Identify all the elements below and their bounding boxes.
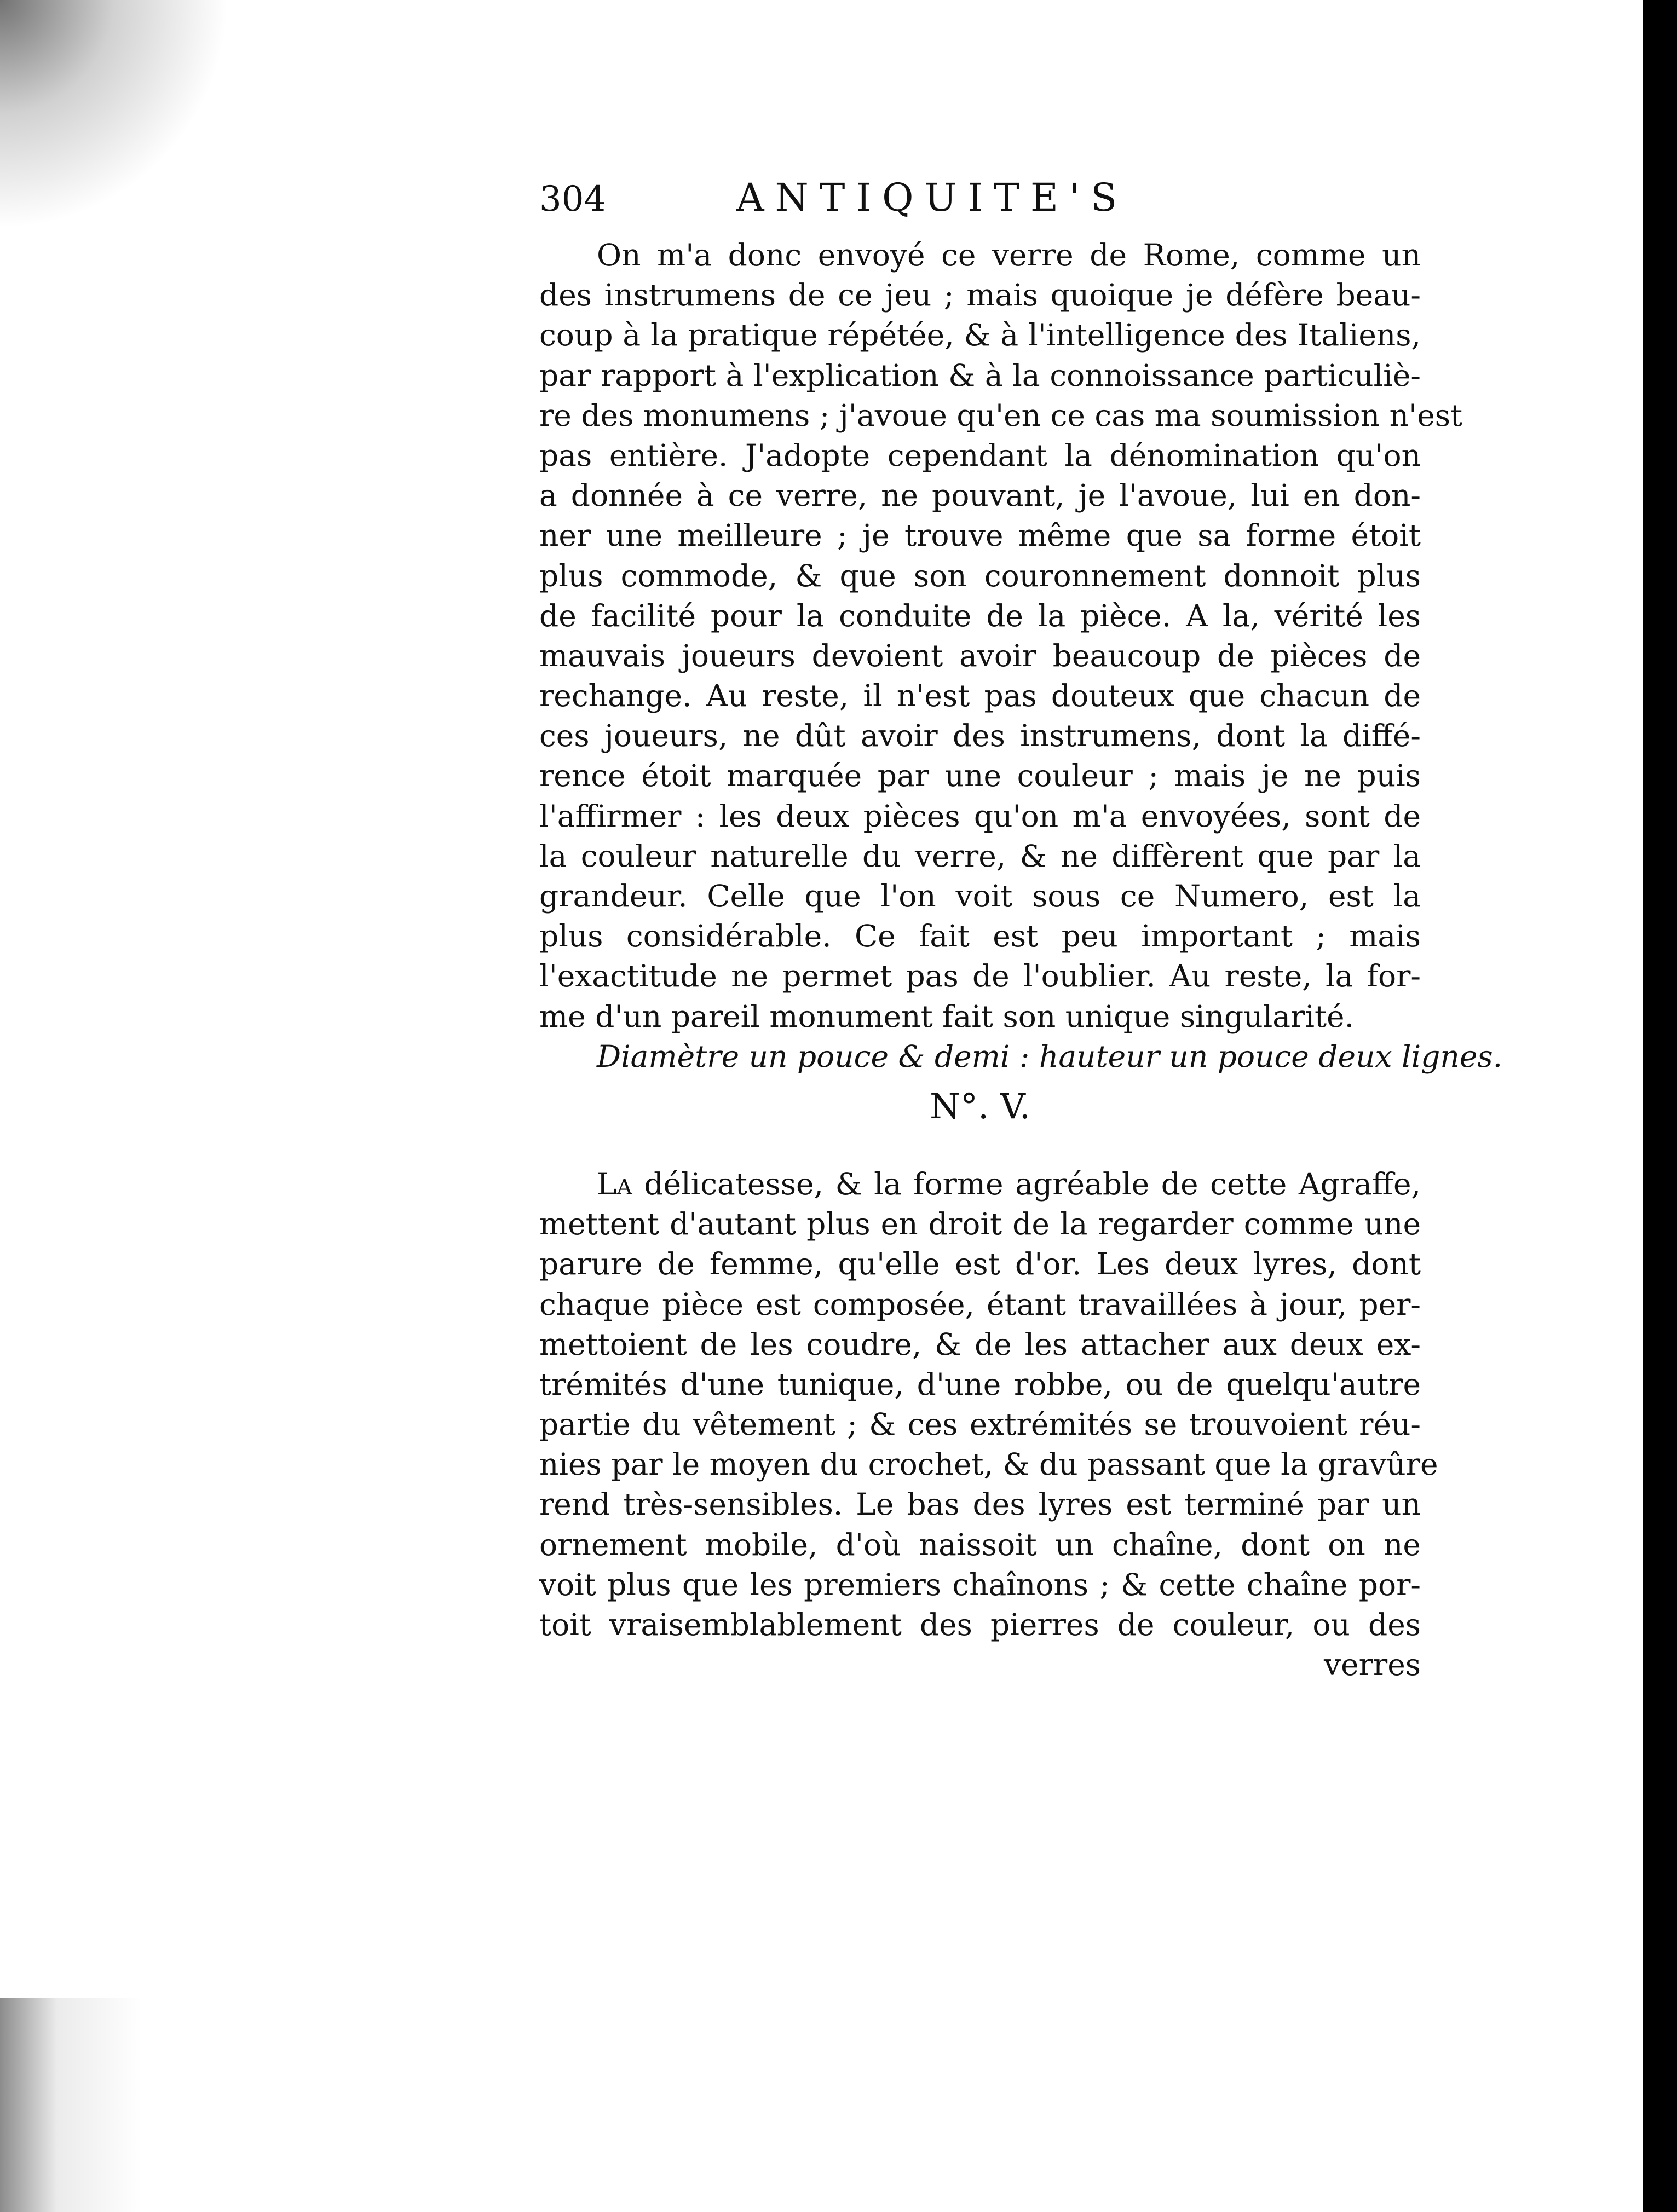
text-line: me d'un pareil monument fait son unique singularité. [539,998,1355,1034]
text-line: coup à la pratique répétée, & à l'intelligence des Italiens, [539,317,1421,353]
text-line: rechange. Au reste, il n'est pas douteux que chacun de [539,678,1421,714]
text-line: trémités d'une tunique, d'une robbe, ou de quelqu'autre [539,1366,1421,1402]
text-line: par rapport à l'explication & à la connoissance particuliè- [539,357,1421,393]
page-header [539,175,1421,224]
text-line: ner une meilleure ; je trouve même que sa forme étoit [539,518,1421,553]
text-line: toit vraisemblablement des pierres de couleur, ou des [539,1607,1421,1642]
text-line: ces joueurs, ne dût avoir des instrumens, dont la diffé- [539,718,1421,754]
text-line: On m'a donc envoyé ce verre de Rome, comme un [597,238,1421,273]
text-line: mettent d'autant plus en droit de la regarder comme une [539,1206,1421,1242]
text-line: parure de femme, qu'elle est d'or. Les deux lyres, dont [539,1246,1421,1282]
running-title: ANTIQUITE'S [736,175,1128,220]
text-line: pas entière. J'adopte cependant la dénomination qu'on [539,437,1421,473]
text-line: plus commode, & que son couronnement donnoit plus [539,558,1421,593]
dimensions-line: Diamètre un pouce & demi : hauteur un pouce deux lignes. [597,1038,1503,1074]
page-number: 304 [539,179,607,220]
text-line: a donnée à ce verre, ne pouvant, je l'avoue, lui en don- [539,478,1421,513]
text-line: nies par le moyen du crochet, & du passant que la gravûre [539,1447,1438,1482]
text-line [539,1164,1421,1204]
text-line: voit plus que les premiers chaînons ; & cette chaîne por- [539,1567,1421,1602]
text-line: des instrumens de ce jeu ; mais quoique je défère beau- [539,278,1421,313]
paragraph-continuation [539,235,1503,1077]
text-line: la couleur naturelle du verre, & ne diffèrent que par la [539,838,1421,874]
paragraph-agraffe [539,1164,1438,1685]
text-line: de facilité pour la conduite de la pièce. A la, vérité les [539,598,1421,633]
initial-word: La [597,1166,632,1202]
first-line-rest: délicatesse, & la forme agréable de cette Agraffe, [632,1166,1421,1202]
text-line: ornement mobile, d'où naissoit un chaîne, dont on ne [539,1527,1421,1562]
text-line: re des monumens ; j'avoue qu'en ce cas ma soumission n'est [539,397,1463,433]
text-line: chaque pièce est composée, étant travaillées à jour, per- [539,1286,1421,1322]
text-line: grandeur. Celle que l'on voit sous ce Numero, est la [539,879,1421,914]
scan-border [1643,0,1677,2212]
catchword: verres [1324,1647,1421,1683]
section-heading: N°. V. [929,1086,1031,1127]
text-line: mauvais joueurs devoient avoir beaucoup de pièces de [539,638,1421,673]
text-line: rence étoit marquée par une couleur ; mais je ne puis [539,758,1421,794]
text-line: l'affirmer : les deux pièces qu'on m'a envoyées, sont de [539,798,1421,834]
text-line: l'exactitude ne permet pas de l'oublier. Au reste, la for- [539,958,1421,994]
text-line: mettoient de les coudre, & de les attacher aux deux ex- [539,1326,1421,1362]
page-text-block [539,175,1503,1685]
text-line: partie du vêtement ; & ces extrémités se trouvoient réu- [539,1407,1421,1442]
text-line: plus considérable. Ce fait est peu important ; mais [539,919,1421,954]
text-line: rend très-sensibles. Le bas des lyres est terminé par un [539,1487,1421,1522]
